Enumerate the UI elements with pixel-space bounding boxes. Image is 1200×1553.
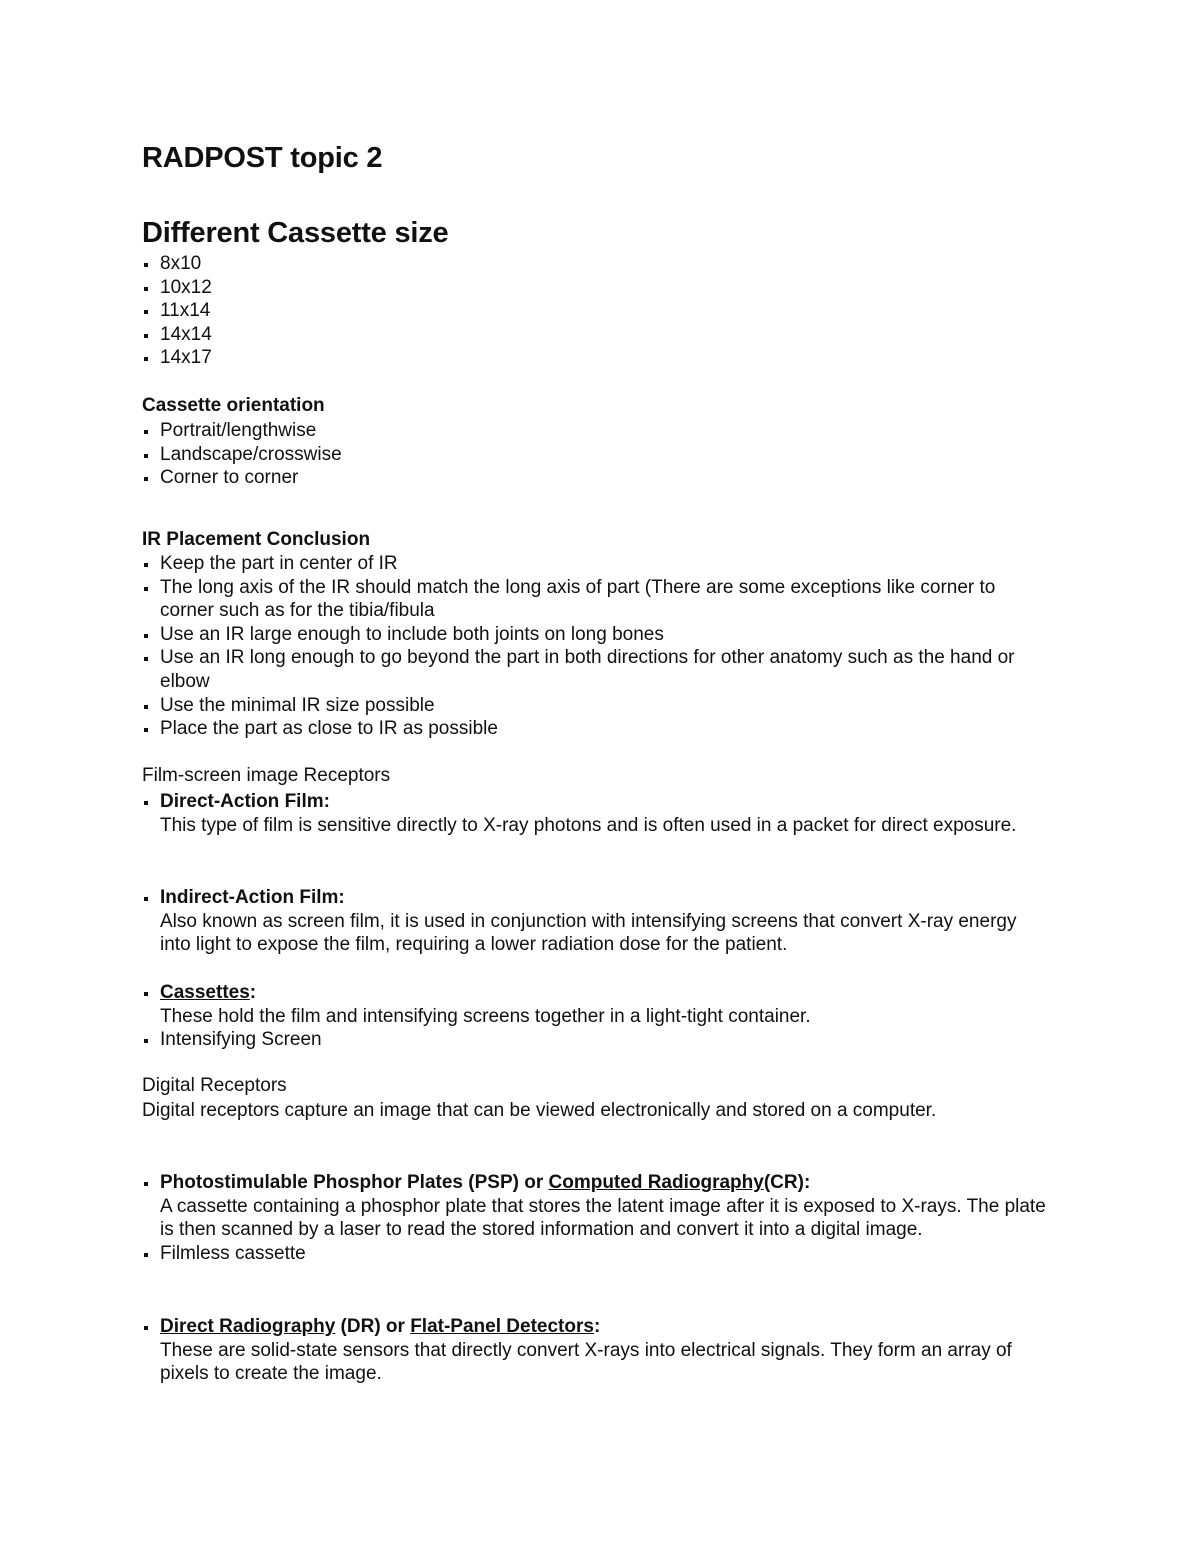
list-item: 14x14 bbox=[142, 323, 1062, 347]
list-item: Corner to corner bbox=[142, 466, 1062, 490]
psp-label: Photostimulable Phosphor Plates (PSP) or bbox=[160, 1172, 549, 1193]
indirect-action-item bbox=[142, 886, 1052, 957]
list-item: Filmless cassette bbox=[142, 1242, 1052, 1266]
cassettes-colon: : bbox=[249, 982, 257, 1003]
film-screen-heading: Film-screen image Receptors bbox=[142, 765, 391, 786]
list-item bbox=[142, 1171, 1052, 1242]
list-item: 11x14 bbox=[142, 299, 1062, 323]
list-item: Place the part as close to IR as possible bbox=[142, 717, 1032, 741]
cassettes-text: These hold the film and intensifying screens together in a light-tight container. bbox=[160, 1005, 811, 1027]
cassettes-item bbox=[142, 981, 1052, 1052]
list-item: Use an IR large enough to include both joints on long bones bbox=[142, 623, 1032, 647]
list-item bbox=[142, 886, 1052, 957]
cassette-orientation-heading: Cassette orientation bbox=[142, 395, 325, 416]
list-item: 10x12 bbox=[142, 276, 1062, 300]
cassette-size-list bbox=[142, 252, 1062, 370]
ir-placement-heading: IR Placement Conclusion bbox=[142, 529, 371, 550]
cassette-orientation-list bbox=[142, 419, 1062, 490]
indirect-action-label: Indirect-Action Film: bbox=[160, 887, 345, 908]
list-item: 8x10 bbox=[142, 252, 1062, 276]
ir-placement-list bbox=[142, 552, 1032, 741]
dr-item bbox=[142, 1315, 1062, 1386]
digital-receptors-heading: Digital Receptors bbox=[142, 1075, 287, 1096]
direct-action-label: Direct-Action Film: bbox=[160, 791, 330, 812]
list-item: Portrait/lengthwise bbox=[142, 419, 1062, 443]
dr-label-mid: (DR) or bbox=[335, 1316, 411, 1337]
psp-item bbox=[142, 1171, 1052, 1265]
dr-label-colon: : bbox=[593, 1316, 601, 1337]
direct-radiography-link[interactable]: Direct Radiography bbox=[160, 1316, 336, 1337]
psp-label-suffix: (CR): bbox=[763, 1172, 811, 1193]
list-item bbox=[142, 1315, 1062, 1386]
document-title: RADPOST topic 2 bbox=[142, 142, 383, 174]
cassette-size-heading: Different Cassette size bbox=[142, 217, 449, 249]
computed-radiography-link[interactable]: Computed Radiography bbox=[548, 1172, 764, 1193]
cassettes-link[interactable]: Cassettes bbox=[160, 982, 250, 1003]
list-item: Use an IR long enough to go beyond the part in both directions for other anatomy such as the hand or elbow bbox=[142, 646, 1032, 693]
direct-action-item bbox=[142, 790, 1052, 837]
psp-text: A cassette containing a phosphor plate that stores the latent image after it is exposed to X-rays. The plate is then scanned by a laser to read the stored information and convert it into a digital image. bbox=[160, 1195, 1046, 1241]
dr-text: These are solid-state sensors that directly convert X-rays into electrical signals. They form an array of pixels to create the image. bbox=[160, 1339, 1012, 1385]
direct-action-text: This type of film is sensitive directly to X-ray photons and is often used in a packet for direct exposure. bbox=[160, 814, 1017, 836]
list-item: The long axis of the IR should match the long axis of part (There are some exceptions like corner to corner such as for the tibia/fibula bbox=[142, 576, 1032, 623]
list-item: Use the minimal IR size possible bbox=[142, 694, 1032, 718]
list-item: Intensifying Screen bbox=[142, 1028, 1052, 1052]
list-item: 14x17 bbox=[142, 346, 1062, 370]
digital-receptors-intro: Digital receptors capture an image that can be viewed electronically and stored on a computer. bbox=[142, 1100, 937, 1121]
flat-panel-detectors-link[interactable]: Flat-Panel Detectors bbox=[410, 1316, 594, 1337]
list-item: Keep the part in center of IR bbox=[142, 552, 1032, 576]
list-item bbox=[142, 981, 1052, 1028]
list-item: Landscape/crosswise bbox=[142, 443, 1062, 467]
indirect-action-text: Also known as screen film, it is used in conjunction with intensifying screens that convert X-ray energy into light to expose the film, requiring a lower radiation dose for the patient. bbox=[160, 910, 1017, 956]
list-item bbox=[142, 790, 1052, 837]
